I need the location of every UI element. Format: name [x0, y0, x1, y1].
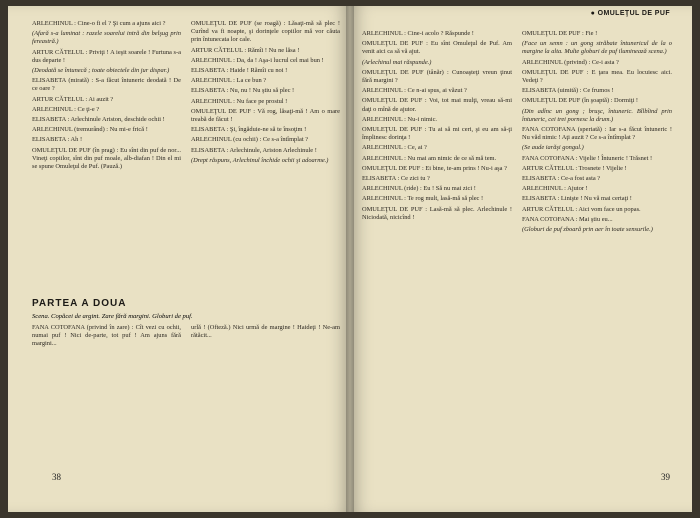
text-paragraph: ARLECHINUL : Ajutor !	[522, 185, 588, 193]
text-paragraph: OMULEŢUL DE PUF (se roagă) : Lăsaţi-mă să plec ! Curînd va fi noapte, şi dorinţele copiilor mă vor căuta prin întunecata lor cale.	[191, 20, 340, 44]
left-page	[8, 6, 350, 512]
text-paragraph: ELISABETA (mirată) : S-a făcut întuneric deodată ! De ce oare ?	[32, 77, 181, 93]
text-paragraph: OMULEŢUL DE PUF : E ţara mea. Eu locuiesc aici. Vedeţi ?	[522, 68, 672, 85]
text-paragraph: ELISABETA : Ce-a fost asta ?	[522, 175, 601, 183]
text-paragraph: ARTUR CĂTELUL : Aici vom face un popas.	[522, 205, 641, 213]
left-page-top-columns	[32, 20, 340, 288]
text-paragraph: ELISABETA : Haide ! Rămîi cu noi !	[191, 67, 288, 75]
text-paragraph: ARTUR CĂTELUL : Rămîi ! Nu ne lăsa !	[191, 46, 300, 54]
left-column-2	[191, 20, 340, 288]
text-paragraph: OMULEŢUL DE PUF : Vă rog, lăsaţi-mă ! Am o mare treabă de făcut !	[191, 107, 340, 124]
text-paragraph: urlă ! (Ofteză.) Nici urmă de margine ! Haideţi ! Ne-am rătăcit...	[191, 324, 340, 340]
running-header: ● OMULEŢUL DE PUF	[590, 10, 670, 17]
text-paragraph: (Deodată se întunecă ; toate obiectele din jur dispar.)	[32, 67, 170, 75]
left-bottom-column-1	[32, 324, 181, 364]
right-column-1	[362, 30, 512, 470]
right-column-2	[522, 30, 672, 470]
scene-note: Scena. Copăcei de argint. Zare fără margini. Globuri de puf.	[32, 313, 193, 320]
text-paragraph: FANA COTOFANA (speriată) : Iar s-a făcut întuneric ! Nu văd nimic ! Aţi auzit ? Ce s-a întîmplat ?	[522, 126, 672, 142]
text-paragraph: ELISABETA : Nu, nu ! Nu ştiu să plec !	[191, 87, 295, 95]
text-paragraph: ARTUR CĂTELUL : Trosnete ! Vijelie !	[522, 164, 627, 172]
text-paragraph: ARLECHINUL : La ce bun ?	[191, 77, 267, 85]
left-bottom-column-2	[191, 324, 340, 364]
text-paragraph: OMULEŢUL DE PUF : Fie !	[522, 30, 598, 37]
text-paragraph: ELISABETA : Arlechinule Ariston, deschide ochii !	[32, 116, 165, 124]
left-page-number: 38	[52, 472, 61, 482]
text-paragraph: ELISABETA : Linişte ! Nu vă mai certaţi !	[522, 195, 632, 203]
text-paragraph: (Afară s-a luminat : razele soarelui intră din belşug prin fereastră.)	[32, 30, 181, 46]
text-paragraph: ARLECHINUL : Te rog mult, lasă-mă să plec !	[362, 195, 484, 203]
text-paragraph: OMULEŢUL DE PUF : Lasă-mă să plec. Arlechinule ! Niciodată, nicicînd !	[362, 205, 512, 221]
text-paragraph: OMULEŢUL DE PUF (în prag) : Eu sînt din puf de nor... Vineţi copiilor, sînt din puf moale, alb-diafan ! Din el mi se spune Omuleţul de Puf. (Pauză.)	[32, 146, 181, 171]
text-paragraph: FANA COTOFANA (privind în zare) : Cît vezi cu ochii, numai puf ! Nici de-parte, tot puf ! Am ajuns fără margini...	[32, 324, 181, 348]
text-paragraph: ELISABETA : Ce zici tu ?	[362, 175, 430, 183]
text-paragraph: ARLECHINUL : Ce, ai ?	[362, 144, 427, 152]
text-paragraph: ELISABETA : Arlechinule, Ariston Arlechinule !	[191, 146, 317, 154]
text-paragraph: ARLECHINUL : Ce n-ai spus, ai văzut ?	[362, 87, 467, 95]
text-paragraph: ELISABETA : Şi, îngăduie-ne să te însoţim !	[191, 126, 307, 134]
text-paragraph: ARLECHINUL : Nu-i nimic.	[362, 115, 438, 123]
text-paragraph: (Se aude iarăşi gongul.)	[522, 144, 584, 152]
text-paragraph: ARLECHINUL (ride) : Eu ! Să nu mai zici !	[362, 185, 476, 193]
book-spine	[346, 6, 354, 512]
text-paragraph: OMULEŢUL DE PUF : Eu sînt Omuleţul de Puf. Am venit aici ca să vă ajut.	[362, 40, 512, 56]
text-paragraph: OMULEŢUL DE PUF : Voi, tot mai mulţi, vreau să-mi daţi o mînă de ajutor.	[362, 97, 512, 113]
text-paragraph: OMULEŢUL DE PUF (în şoaptă) : Dormiţi !	[522, 97, 639, 105]
text-paragraph: ARLECHINUL (privind) : Ce-i asta ?	[522, 58, 619, 66]
text-paragraph: (Din adînc un gong ; bruşc, întuneric. Bîlbîind prin întuneric, cei trei pornesc la drum.)	[522, 107, 672, 123]
text-paragraph: ARLECHINUL : Nu mai am nimic de ce să mă tem.	[362, 154, 497, 162]
right-page-columns	[362, 30, 672, 470]
text-paragraph: ELISABETA (uimită) : Ce frumos !	[522, 87, 614, 95]
left-column-1	[32, 20, 181, 288]
text-paragraph: (Drept răspuns, Arlechinul închide ochii şi adoarme.)	[191, 156, 329, 164]
text-paragraph: ARLECHINUL : Da, da ! Aşa-i lucrul cel mai bun !	[191, 56, 324, 64]
open-book	[8, 6, 692, 512]
text-paragraph: FANA COTOFANA : Mai ştiu eu...	[522, 215, 613, 223]
text-paragraph: ARLECHINUL (tremurând) : Nu mi-e frică !	[32, 126, 148, 134]
right-page-number: 39	[661, 472, 670, 482]
text-paragraph: (Face un semn : un gong străbate întunericul de la o margine la alta. Multe globuri de puf iluminează scena.)	[522, 40, 672, 56]
text-paragraph: (Arlechinul mai răspunde.)	[362, 58, 432, 66]
text-paragraph: OMULEŢUL DE PUF : Ei bine, te-am prins ! Nu-i aşa ?	[362, 164, 507, 172]
text-paragraph: ARLECHINUL (cu ochii) : Ce s-a întîmplat ?	[191, 136, 309, 144]
text-paragraph: (Globuri de puf zboară prin aer în toate sensurile.)	[522, 226, 653, 234]
text-paragraph: OMULEŢUL DE PUF (tânăr) : Cunoaşteţi vreun ţinut fără margini ?	[362, 68, 512, 85]
text-paragraph: ARTUR CĂTELUL : Ai auzit ?	[32, 95, 114, 103]
text-paragraph: ELISABETA : Ah !	[32, 136, 83, 144]
left-page-bottom-columns	[32, 324, 340, 364]
text-paragraph: ARTUR CĂTELUL : Priviţi ! A ieşit soarele ! Furtuna s-a dus departe !	[32, 48, 181, 64]
text-paragraph: ARLECHINUL : Nu face pe prostul !	[191, 97, 288, 105]
text-paragraph: FANA COTOFANA : Vijelie ! Întuneric ! Trăsnet !	[522, 154, 653, 162]
right-page	[350, 6, 692, 512]
text-paragraph: ARLECHINUL : Cine-i acolo ? Răspunde !	[362, 30, 474, 37]
act-title: PARTEA A DOUA	[32, 298, 127, 309]
text-paragraph: OMULEŢUL DE PUF : Tu ai să mi ceri, şi eu am să-ţi împlinesc dorinţa !	[362, 126, 512, 142]
text-paragraph: ARLECHINUL : Cine-o fi el ? Şi cum a ajuns aici ?	[32, 20, 166, 27]
text-paragraph: ARLECHINUL : Ce ţi-e ?	[32, 105, 100, 113]
